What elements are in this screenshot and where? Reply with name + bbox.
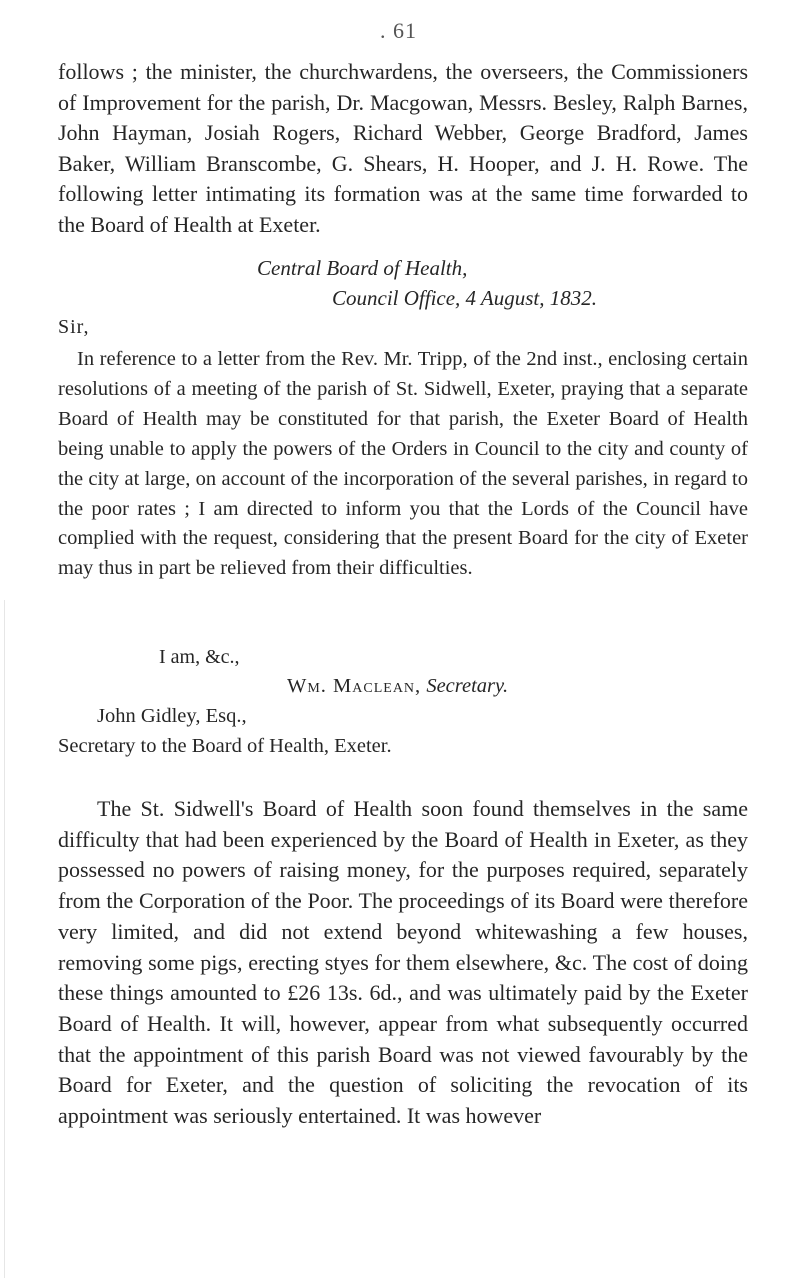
letter-heading-line1: Central Board of Health, [257,256,468,280]
letter-salutation: Sir, [58,316,90,338]
signature-title: Secretary. [426,675,509,697]
letter-body: In reference to a letter from the Rev. Mr. Tripp, of the 2nd inst., enclosing certain resolutions of a meeting of the parish of St. Sidwell, Exeter, praying that a separate Board of Health may be constituted for that parish, the Exeter Board of Health being unable to apply the powers of the Orders in Council to the city and county of the city at large, on account of the incorporation of the several parishes, in regard to the poor rates ; I am directed to inform you that the Lords of the Council have complied with the request, considering that the present Board for the city of Exeter may thus in part be relieved from their difficulties. [58,348,748,580]
addressee-line1: John Gidley, Esq., [97,705,247,727]
intro-paragraph: follows ; the minister, the churchwardens, the overseers, the Commissioners of Improvement for the parish, Dr. Macgowan, Messrs. Besley, Ralph Barnes, John Hayman, Josiah Rogers, Richard Webber, George Bradford, James Baker, William Branscombe, G. Shears, H. Hooper, and J. H. Rowe. The following letter intimating its formation was at the same time forwarded to the Board of Health at Exeter. [58,59,748,237]
letter-signature [287,675,508,698]
page-number: . 61 [380,18,417,43]
page-edge-shadow [4,600,5,1278]
closing-paragraph: The St. Sidwell's Board of Health soon found themselves in the same difficulty that had been experienced by the Board of Health in Exeter, as they possessed no powers of raising money, for the purposes required, separately from the Corporation of the Poor. The proceedings of its Board were therefore very limited, and did not extend beyond whitewashing a few houses, removing some pigs, erecting styes for them elsewhere, &c. The cost of doing these things amounted to £26 13s. 6d., and was ultimately paid by the Exeter Board of Health. It will, however, appear from what subsequently occurred that the appointment of this parish Board was not viewed favourably by the Board for Exeter, and the question of soliciting the revocation of its appointment was seriously entertained. It was however [58,796,748,1129]
letter-heading-line2: Council Office, 4 August, 1832. [332,286,598,310]
addressee-line2: Secretary to the Board of Health, Exeter. [58,735,392,757]
signature-name: Wm. Maclean, [287,675,422,697]
letter-closing: I am, &c., [159,646,240,668]
